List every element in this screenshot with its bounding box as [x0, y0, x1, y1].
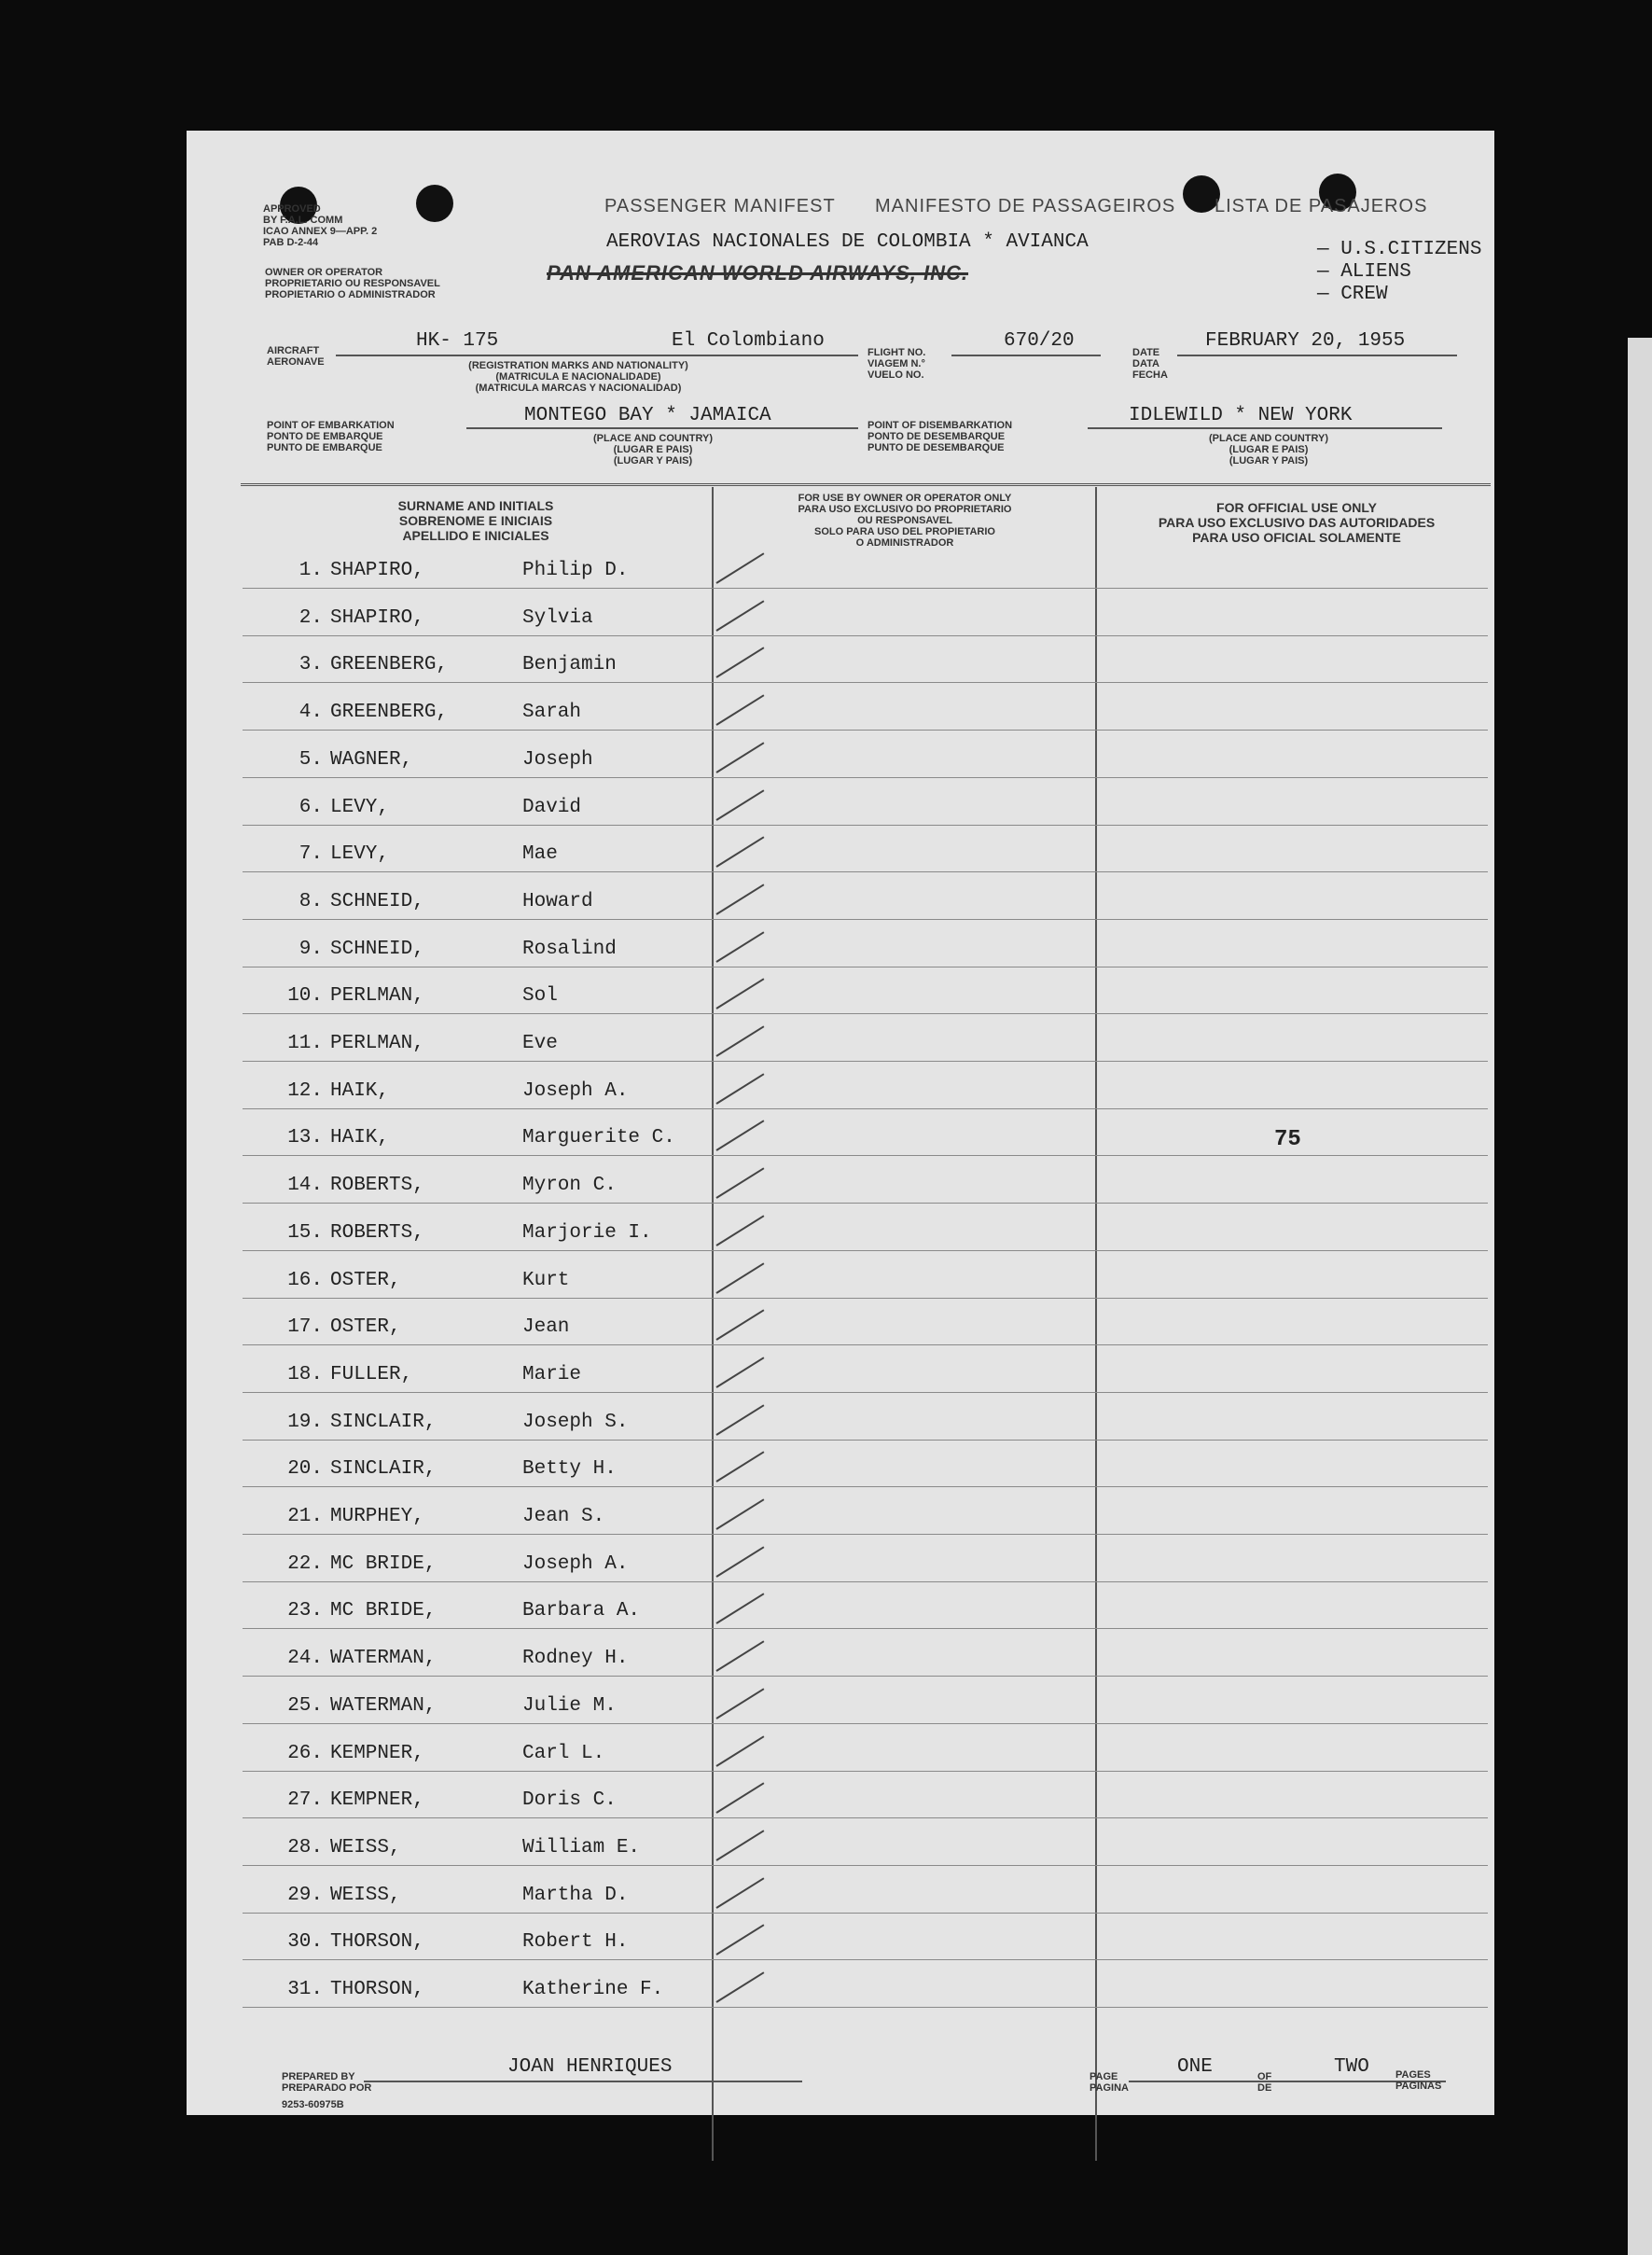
- passenger-surname: SHAPIRO,: [330, 606, 424, 629]
- row-number: 22.: [287, 1552, 323, 1575]
- row-number: 11.: [287, 1033, 323, 1054]
- table-row: [187, 1548, 1494, 1585]
- check-mark-icon: [715, 1971, 764, 2002]
- label-line: PONTO DE EMBARQUE: [267, 431, 383, 442]
- passenger-surname: KEMPNER,: [330, 1789, 424, 1812]
- passenger-given-name: Carl L.: [522, 1742, 605, 1764]
- table-row: [187, 1169, 1494, 1206]
- table-row: [187, 1311, 1494, 1348]
- header-line: PARA USO EXCLUSIVO DO PROPRIETARIO: [798, 504, 1012, 515]
- caption-line: (LUGAR E PAIS): [613, 444, 693, 455]
- check-mark-icon: [715, 1404, 764, 1435]
- header-line: APELLIDO E INICIALES: [402, 528, 549, 543]
- table-row: [187, 1264, 1494, 1301]
- flight-number: 670/20: [1004, 330, 1075, 352]
- passenger-surname: PERLMAN,: [330, 1033, 424, 1054]
- pages-label: [1395, 2069, 1441, 2092]
- row-number: 1.: [298, 560, 323, 581]
- label-line: FLIGHT NO.: [868, 347, 926, 358]
- check-mark-icon: [715, 1167, 764, 1198]
- table-row: [187, 1690, 1494, 1727]
- embarkation-caption: [541, 433, 765, 466]
- approval-line: BY F.A.L. COMM: [263, 215, 343, 226]
- row-number: 9.: [298, 938, 323, 960]
- prepared-by-label: [282, 2071, 371, 2094]
- passenger-given-name: Sarah: [522, 702, 582, 724]
- table-row: [187, 791, 1494, 828]
- passenger-surname: THORSON,: [330, 1931, 424, 1954]
- aircraft-label: [267, 345, 325, 368]
- passenger-surname: MC BRIDE,: [330, 1552, 437, 1575]
- row-rule: [243, 1534, 1488, 1535]
- row-number: 5.: [298, 748, 323, 771]
- passenger-given-name: Joseph S.: [522, 1411, 629, 1433]
- table-row: [187, 1358, 1494, 1396]
- label-line: POINT OF EMBARKATION: [267, 420, 395, 431]
- owner-label: [265, 267, 440, 300]
- header-line: O ADMINISTRADOR: [855, 537, 954, 549]
- check-mark-icon: [715, 1452, 764, 1482]
- table-row: [187, 1075, 1494, 1112]
- row-rule: [243, 730, 1488, 731]
- check-mark-icon: [715, 1688, 764, 1719]
- check-mark-icon: [715, 552, 764, 583]
- row-number: 13.: [287, 1127, 323, 1149]
- row-number: 30.: [287, 1931, 323, 1954]
- row-rule: [243, 682, 1488, 683]
- passenger-surname: WAGNER,: [330, 748, 413, 771]
- passenger-given-name: Marguerite C.: [522, 1127, 675, 1149]
- check-mark-icon: [715, 1310, 764, 1341]
- passenger-given-name: Philip D.: [522, 560, 629, 581]
- row-rule: [243, 1913, 1488, 1914]
- passenger-given-name: Sol: [522, 985, 558, 1008]
- row-number: 19.: [287, 1411, 323, 1433]
- passenger-given-name: Betty H.: [522, 1458, 617, 1481]
- date-underline: [1177, 355, 1457, 356]
- page-number: ONE: [1177, 2056, 1213, 2078]
- check-mark-icon: [715, 1640, 764, 1671]
- row-rule: [243, 1959, 1488, 1960]
- check-mark-icon: [715, 1783, 764, 1814]
- table-top-rule: [241, 483, 1491, 490]
- category-crew: — CREW: [1317, 284, 1388, 305]
- registration-caption: [448, 360, 709, 394]
- passenger-given-name: Katherine F.: [522, 1979, 664, 2000]
- passenger-given-name: Barbara A.: [522, 1600, 641, 1622]
- row-rule: [243, 825, 1488, 826]
- check-mark-icon: [715, 931, 764, 962]
- crossed-out-operator: PAN AMERICAN WORLD AIRWAYS, INC.: [547, 261, 969, 285]
- row-number: 14.: [287, 1175, 323, 1197]
- punch-hole-icon: [416, 185, 453, 222]
- row-number: 28.: [287, 1836, 323, 1858]
- table-row: [187, 1217, 1494, 1254]
- row-rule: [243, 1203, 1488, 1204]
- header-line: PARA USO OFICIAL SOLAMENTE: [1192, 530, 1401, 545]
- caption-line: (LUGAR E PAIS): [1229, 444, 1309, 455]
- label-line: OWNER OR OPERATOR: [265, 267, 383, 278]
- check-mark-icon: [715, 742, 764, 773]
- label-line: PREPARED BY: [282, 2071, 355, 2082]
- label-line: PONTO DE DESEMBARQUE: [868, 431, 1006, 442]
- row-number: 21.: [287, 1506, 323, 1527]
- check-mark-icon: [715, 1498, 764, 1529]
- passenger-given-name: Joseph A.: [522, 1079, 629, 1102]
- row-number: 25.: [287, 1694, 323, 1717]
- page-label: [1090, 2071, 1129, 2094]
- approval-line: PAB D-2-44: [263, 237, 319, 248]
- row-rule: [243, 1250, 1488, 1251]
- label-line: DATE: [1132, 347, 1160, 358]
- table-row: [187, 1831, 1494, 1869]
- passenger-surname: KEMPNER,: [330, 1742, 424, 1764]
- embarkation-underline: [466, 427, 858, 429]
- row-rule: [243, 1013, 1488, 1014]
- row-number: 29.: [287, 1884, 323, 1906]
- flight-label: [868, 347, 925, 381]
- table-row: [187, 602, 1494, 639]
- title-spanish: LISTA DE PASAJEROS: [1215, 196, 1428, 216]
- label-line: AIRCRAFT: [267, 345, 320, 356]
- aircraft-registration: HK- 175: [416, 330, 499, 352]
- label-line: DE: [1257, 2082, 1272, 2094]
- of-label: [1257, 2071, 1271, 2094]
- label-line: FECHA: [1132, 369, 1168, 381]
- check-mark-icon: [715, 1073, 764, 1104]
- row-rule: [243, 1817, 1488, 1818]
- scan-edge-strip: [1628, 338, 1652, 2255]
- row-rule: [243, 1723, 1488, 1724]
- table-row: [187, 1737, 1494, 1775]
- row-number: 8.: [298, 890, 323, 912]
- passenger-categories: [1317, 239, 1481, 306]
- passenger-given-name: Jean: [522, 1316, 570, 1339]
- passenger-surname: HAIK,: [330, 1079, 390, 1102]
- table-row: [187, 648, 1494, 686]
- label-line: POINT OF DISEMBARKATION: [868, 420, 1013, 431]
- table-row: [187, 1926, 1494, 1963]
- passenger-given-name: Joseph A.: [522, 1552, 629, 1575]
- check-mark-icon: [715, 694, 764, 725]
- row-number: 26.: [287, 1742, 323, 1764]
- table-row: [187, 1642, 1494, 1679]
- label-line: PAGE: [1090, 2071, 1118, 2082]
- row-rule: [243, 588, 1488, 589]
- caption-line: (LUGAR Y PAIS): [1229, 455, 1309, 466]
- row-rule: [243, 919, 1488, 920]
- passenger-surname: WATERMAN,: [330, 1648, 437, 1670]
- caption-line: (MATRICULA E NACIONALIDADE): [495, 371, 661, 383]
- prepared-by-underline: [364, 2081, 802, 2082]
- airline-name: AEROVIAS NACIONALES DE COLOMBIA * AVIANCA: [606, 231, 1089, 253]
- table-row: [187, 1784, 1494, 1821]
- caption-line: (MATRICULA MARCAS Y NACIONALIDAD): [475, 383, 682, 394]
- row-rule: [243, 871, 1488, 872]
- passenger-surname: MC BRIDE,: [330, 1600, 437, 1622]
- row-number: 10.: [287, 985, 323, 1008]
- passenger-surname: SCHNEID,: [330, 890, 424, 912]
- passenger-given-name: Robert H.: [522, 1931, 629, 1954]
- passenger-surname: WEISS,: [330, 1836, 401, 1858]
- passenger-given-name: Joseph: [522, 748, 593, 771]
- check-mark-icon: [715, 837, 764, 868]
- row-number: 2.: [298, 606, 323, 629]
- passenger-given-name: Martha D.: [522, 1884, 629, 1906]
- passenger-given-name: Benjamin: [522, 654, 617, 676]
- row-number: 16.: [287, 1269, 323, 1291]
- label-line: VIAGEM N.°: [868, 358, 925, 369]
- table-row: [187, 1594, 1494, 1632]
- passenger-given-name: Julie M.: [522, 1694, 617, 1717]
- check-mark-icon: [715, 1594, 764, 1624]
- header-line: FOR OFFICIAL USE ONLY: [1216, 500, 1377, 515]
- passenger-surname: OSTER,: [330, 1316, 401, 1339]
- passenger-given-name: Jean S.: [522, 1506, 605, 1527]
- row-number: 31.: [287, 1979, 323, 2000]
- page-total: TWO: [1334, 2056, 1369, 2078]
- row-rule: [243, 635, 1488, 636]
- table-row: [187, 1500, 1494, 1538]
- row-rule: [243, 1392, 1488, 1393]
- label-line: PUNTO DE DESEMBARQUE: [868, 442, 1005, 453]
- disembarkation-label: [868, 420, 1012, 453]
- check-mark-icon: [715, 600, 764, 631]
- table-row: [187, 1406, 1494, 1443]
- label-line: PROPRIETARIO OU RESPONSAVEL: [265, 278, 440, 289]
- disembarkation-caption: [1157, 433, 1381, 466]
- table-row: [187, 1879, 1494, 1916]
- check-mark-icon: [715, 1925, 764, 1956]
- passenger-given-name: William E.: [522, 1836, 641, 1858]
- check-mark-icon: [715, 1357, 764, 1387]
- passenger-surname: SCHNEID,: [330, 938, 424, 960]
- check-mark-icon: [715, 647, 764, 678]
- table-row: [187, 885, 1494, 923]
- disembarkation-place: IDLEWILD * NEW YORK: [1129, 405, 1353, 426]
- check-mark-icon: [715, 1215, 764, 1246]
- passenger-surname: FULLER,: [330, 1363, 413, 1385]
- column-header-owner-use: [728, 493, 1082, 549]
- check-mark-icon: [715, 1830, 764, 1860]
- passenger-surname: SINCLAIR,: [330, 1411, 437, 1433]
- table-row: [187, 744, 1494, 781]
- embarkation-label: [267, 420, 395, 453]
- check-mark-icon: [715, 789, 764, 820]
- row-number: 24.: [287, 1648, 323, 1670]
- passenger-surname: LEVY,: [330, 796, 390, 818]
- check-mark-icon: [715, 1025, 764, 1056]
- row-rule: [243, 1581, 1488, 1582]
- passenger-given-name: Myron C.: [522, 1175, 617, 1197]
- header-line: OU RESPONSAVEL: [857, 515, 952, 526]
- row-rule: [243, 1865, 1488, 1866]
- header-line: FOR USE BY OWNER OR OPERATOR ONLY: [798, 493, 1012, 504]
- row-rule: [243, 1298, 1488, 1299]
- passenger-surname: SINCLAIR,: [330, 1458, 437, 1481]
- passenger-surname: OSTER,: [330, 1269, 401, 1291]
- row-number: 15.: [287, 1221, 323, 1244]
- passenger-given-name: Rodney H.: [522, 1648, 629, 1670]
- row-number: 4.: [298, 702, 323, 724]
- row-rule: [243, 1155, 1488, 1156]
- flight-date: FEBRUARY 20, 1955: [1205, 330, 1406, 352]
- row-number: 12.: [287, 1079, 323, 1102]
- check-mark-icon: [715, 884, 764, 914]
- row-rule: [243, 1486, 1488, 1487]
- row-rule: [243, 1771, 1488, 1772]
- check-mark-icon: [715, 979, 764, 1009]
- passenger-given-name: Marie: [522, 1363, 582, 1385]
- row-number: 18.: [287, 1363, 323, 1385]
- table-row: [187, 1453, 1494, 1490]
- passenger-surname: GREENBERG,: [330, 702, 449, 724]
- row-rule: [243, 1061, 1488, 1062]
- label-line: PROPIETARIO O ADMINISTRADOR: [265, 289, 436, 300]
- caption-line: (PLACE AND COUNTRY): [1208, 433, 1329, 444]
- label-line: DATA: [1132, 358, 1159, 369]
- table-row: [187, 696, 1494, 733]
- check-mark-icon: [715, 1262, 764, 1293]
- passenger-given-name: Eve: [522, 1033, 558, 1054]
- row-rule: [243, 777, 1488, 778]
- row-rule: [243, 1628, 1488, 1629]
- approval-block: [263, 203, 377, 248]
- passenger-surname: GREENBERG,: [330, 654, 449, 676]
- prepared-by-name: JOAN HENRIQUES: [507, 2056, 673, 2078]
- manifest-sheet: [187, 131, 1494, 2115]
- passenger-surname: HAIK,: [330, 1127, 390, 1149]
- disembarkation-underline: [1088, 427, 1442, 429]
- label-line: PREPARADO POR: [282, 2082, 372, 2094]
- row-number: 23.: [287, 1600, 323, 1622]
- header-line: PARA USO EXCLUSIVO DAS AUTORIDADES: [1158, 515, 1436, 530]
- passenger-given-name: Sylvia: [522, 606, 593, 629]
- label-line: PAGINA: [1090, 2082, 1129, 2094]
- passenger-surname: ROBERTS,: [330, 1221, 424, 1244]
- category-aliens: — ALIENS: [1317, 261, 1411, 283]
- passenger-given-name: Howard: [522, 890, 593, 912]
- table-row: [187, 1973, 1494, 2011]
- row-number: 6.: [298, 796, 323, 818]
- table-row: [187, 933, 1494, 970]
- caption-line: (REGISTRATION MARKS AND NATIONALITY): [468, 360, 688, 371]
- check-mark-icon: [715, 1546, 764, 1577]
- passenger-given-name: Marjorie I.: [522, 1221, 652, 1244]
- label-line: PAGINAS: [1395, 2081, 1442, 2092]
- aircraft-name: El Colombiano: [672, 330, 825, 352]
- column-header-official-use: [1110, 500, 1483, 545]
- label-line: PAGES: [1395, 2069, 1431, 2081]
- category-us-citizens: — U.S.CITIZENS: [1317, 239, 1482, 260]
- check-mark-icon: [715, 1121, 764, 1151]
- table-row: [187, 554, 1494, 592]
- row-number: 3.: [298, 654, 323, 676]
- row-number: 27.: [287, 1789, 323, 1812]
- row-rule: [243, 1676, 1488, 1677]
- passenger-surname: WATERMAN,: [330, 1694, 437, 1717]
- passenger-given-name: Doris C.: [522, 1789, 617, 1812]
- passenger-surname: WEISS,: [330, 1884, 401, 1906]
- header-line: SOLO PARA USO DEL PROPIETARIO: [814, 526, 995, 537]
- caption-line: (PLACE AND COUNTRY): [592, 433, 714, 444]
- passenger-given-name: David: [522, 796, 582, 818]
- row-rule: [243, 1440, 1488, 1441]
- label-line: AERONAVE: [267, 356, 325, 368]
- caption-line: (LUGAR Y PAIS): [613, 455, 693, 466]
- row-rule: [243, 1344, 1488, 1345]
- date-label: [1132, 347, 1168, 381]
- row-rule: [243, 2007, 1488, 2008]
- header-line: SOBRENOME E INICIAIS: [398, 513, 553, 528]
- row-number: 17.: [287, 1316, 323, 1339]
- label-line: OF: [1257, 2071, 1272, 2082]
- passenger-surname: MURPHEY,: [330, 1506, 424, 1527]
- label-line: VUELO NO.: [868, 369, 924, 381]
- passenger-surname: ROBERTS,: [330, 1175, 424, 1197]
- title-english: PASSENGER MANIFEST: [604, 196, 836, 216]
- aircraft-underline: [336, 355, 858, 356]
- row-number: 7.: [298, 843, 323, 866]
- header-line: SURNAME AND INITIALS: [397, 498, 554, 513]
- passenger-given-name: Mae: [522, 843, 558, 866]
- passenger-given-name: Rosalind: [522, 938, 617, 960]
- row-number: 20.: [287, 1458, 323, 1481]
- title-portuguese: MANIFESTO DE PASSAGEIROS: [875, 196, 1176, 216]
- official-note: 75: [1274, 1127, 1301, 1152]
- embarkation-place: MONTEGO BAY * JAMAICA: [524, 405, 771, 426]
- check-mark-icon: [715, 1877, 764, 1908]
- row-rule: [243, 1108, 1488, 1109]
- table-row: [187, 980, 1494, 1017]
- passenger-surname: LEVY,: [330, 843, 390, 866]
- column-header-surname: [298, 498, 653, 543]
- label-line: PUNTO DE EMBARQUE: [267, 442, 382, 453]
- check-mark-icon: [715, 1735, 764, 1766]
- approval-line: ICAO ANNEX 9—APP. 2: [263, 226, 378, 237]
- passenger-given-name: Kurt: [522, 1269, 570, 1291]
- passenger-surname: PERLMAN,: [330, 985, 424, 1008]
- flight-underline: [951, 355, 1101, 356]
- table-row: [187, 838, 1494, 875]
- passenger-surname: SHAPIRO,: [330, 560, 424, 581]
- table-row: [187, 1027, 1494, 1065]
- form-number: 9253-60975B: [282, 2099, 344, 2110]
- approval-line: APPROVED: [263, 203, 321, 215]
- passenger-surname: THORSON,: [330, 1979, 424, 2000]
